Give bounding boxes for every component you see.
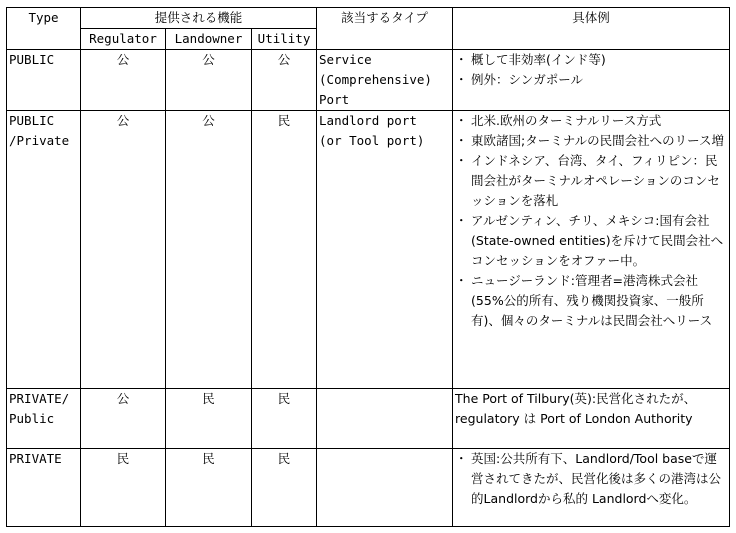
bullet-icon: ・ (455, 52, 468, 67)
header-examples: 具体例 (453, 8, 730, 50)
type-label: PRIVATE (9, 451, 62, 466)
type-label: PUBLIC (9, 52, 55, 67)
port-types-table (6, 7, 730, 527)
applicable-line: Landlord port (319, 113, 417, 128)
type-label-sub: /Private (9, 133, 70, 148)
bullet-icon: ・ (455, 213, 468, 228)
bullet-icon: ・ (455, 113, 468, 128)
examples-cell (453, 449, 730, 527)
type-cell (7, 449, 81, 527)
landowner-cell: 民 (166, 449, 252, 527)
utility-cell: 民 (252, 389, 317, 449)
applicable-line: (or Tool port) (319, 133, 425, 148)
applicable-type-cell (317, 449, 453, 527)
examples-cell (453, 111, 730, 389)
utility-cell: 民 (252, 111, 317, 389)
table-row (7, 111, 730, 389)
type-label: PRIVATE/ (9, 391, 70, 406)
examples-cell: The Port of Tilbury(英):民営化されたが、regulatory は Port of London Authority (453, 389, 730, 449)
landowner-cell: 民 (166, 389, 252, 449)
applicable-line: Service (319, 52, 372, 67)
table-row (7, 389, 730, 449)
header-row (7, 8, 730, 29)
type-cell (7, 50, 81, 111)
list-item: ・ 北米.欧州のターミナルリース方式 (455, 111, 727, 131)
header-utility: Utility (252, 29, 317, 50)
list-item: ・ 概して非効率(インド等) (455, 50, 727, 70)
regulator-cell: 公 (81, 111, 166, 389)
examples-list (455, 449, 727, 509)
utility-cell: 公 (252, 50, 317, 111)
landowner-cell: 公 (166, 50, 252, 111)
bullet-icon: ・ (455, 451, 468, 466)
header-regulator: Regulator (81, 29, 166, 50)
list-item: ・ アルゼンティン、チリ、メキシコ:国有会社(State-owned entities)を斥けて民間会社へコンセッションをオファー中。 (455, 213, 724, 268)
regulator-cell: 公 (81, 50, 166, 111)
table-row (7, 449, 730, 527)
type-cell (7, 111, 81, 389)
header-landowner: Landowner (166, 29, 252, 50)
header-functions-group: 提供される機能 (81, 8, 317, 29)
bullet-icon: ・ (455, 153, 468, 168)
list-item: ・ 英国:公共所有下、Landlord/Tool baseで運営されてきたが、民営化後は多くの港湾は公的Landlordから私的 Landlordへ変化。 (455, 451, 722, 506)
applicable-line: (Comprehensive) (319, 72, 432, 87)
regulator-cell: 民 (81, 449, 166, 527)
header-type: Type (7, 8, 81, 50)
bullet-icon: ・ (455, 273, 468, 288)
list-item: ・ 東欧諸国;ターミナルの民間会社へのリース増 (455, 131, 727, 151)
table-row (7, 50, 730, 111)
utility-cell: 民 (252, 449, 317, 527)
examples-list (455, 111, 727, 331)
applicable-type-cell (317, 50, 453, 111)
type-label-sub: Public (9, 411, 55, 426)
list-item: ・ インドネシア、台湾、タイ、フィリピン：民間会社がターミナルオペレーションのコンセッションを落札 (455, 153, 720, 208)
examples-cell (453, 50, 730, 111)
list-item: ・ ニュージーランド:管理者=港湾株式会社(55%公的所有、残り機関投資家、一般所有)、個々のターミナルは民間会社へリース (455, 273, 713, 328)
bullet-icon: ・ (455, 133, 468, 148)
landowner-cell: 公 (166, 111, 252, 389)
applicable-line: Port (319, 92, 350, 107)
list-item: ・ 例外：シンガポール (455, 70, 727, 90)
bullet-icon: ・ (455, 72, 468, 87)
applicable-type-cell (317, 111, 453, 389)
header-applicable-type: 該当するタイプ (317, 8, 453, 50)
type-label: PUBLIC (9, 113, 55, 128)
regulator-cell: 公 (81, 389, 166, 449)
applicable-type-cell (317, 389, 453, 449)
type-cell (7, 389, 81, 449)
examples-list (455, 50, 727, 90)
